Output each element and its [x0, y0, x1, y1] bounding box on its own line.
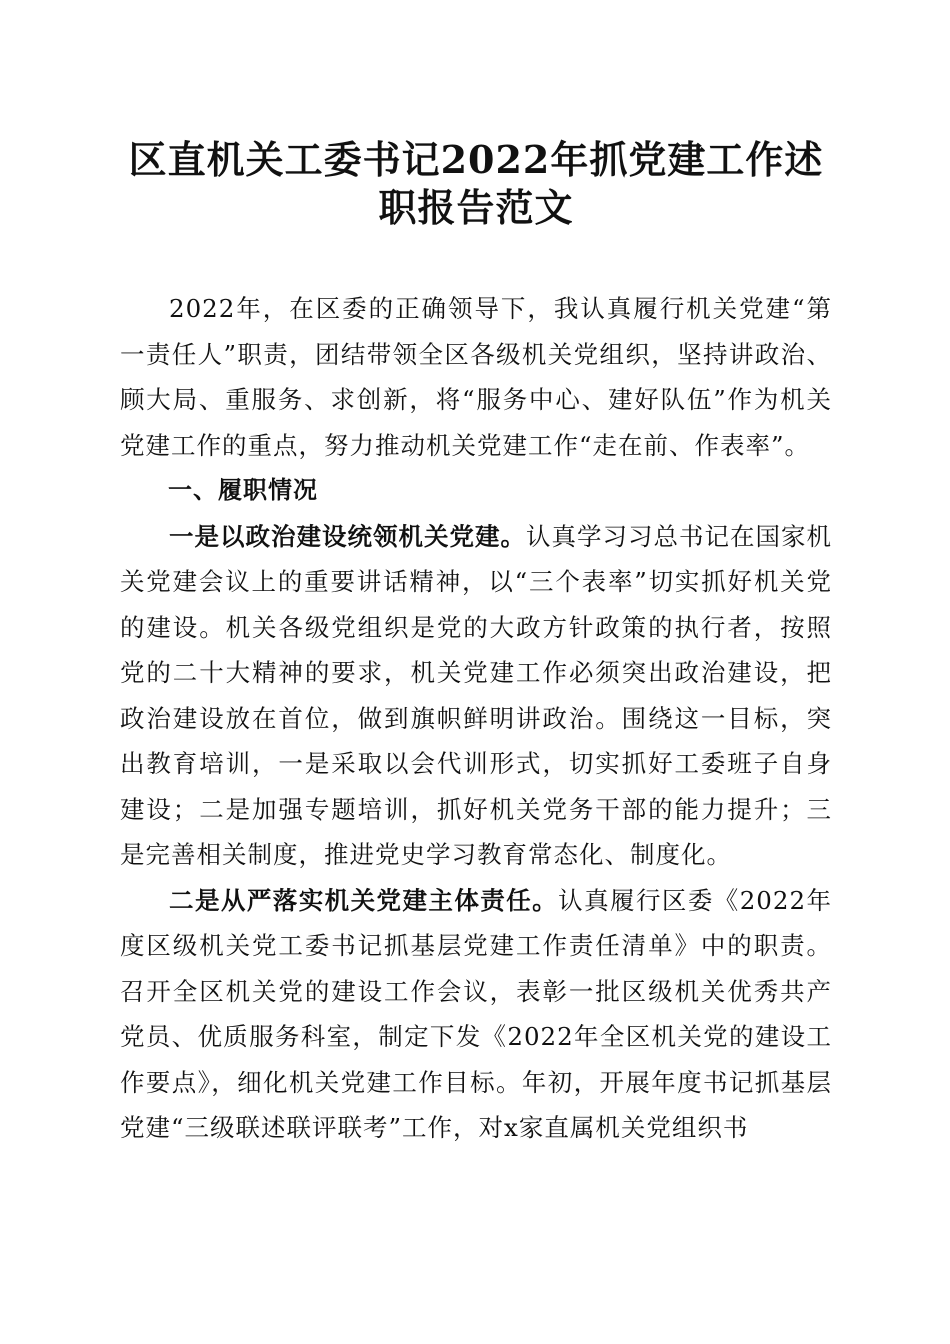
document-title: 区直机关工委书记2022年抓党建工作述职报告范文 [128, 137, 824, 230]
item-2-lead: 二是从严落实机关党建主体责任。 [169, 885, 559, 915]
item-2-paragraph [120, 878, 832, 1151]
section-heading: 一、履职情况 [168, 476, 318, 504]
item-1-paragraph [120, 514, 832, 878]
item-1-lead: 一是以政治建设统领机关党建。 [169, 521, 526, 551]
item-1-body: 认真学习习总书记在国家机关党建会议上的重要讲话精神，以“三个表率”切实抓好机关党的建设。机关各级党组织是党的大政方针政策的执行者，按照党的二十大精神的要求，机关党建工作必须突出政治建设，把政治建设放在首位，做到旗帜鲜明讲政治。围绕这一目标，突出教育培训，一是采取以会代训形式，切实抓好工委班子自身建设；二是加强专题培训，抓好机关党务干部的能力提升；三是完善相关制度，推进党史学习教育常态化、制度化。 [120, 521, 832, 869]
item-2-body: 认真履行区委《2022年度区级机关党工委书记抓基层党建工作责任清单》中的职责。召开全区机关党的建设工作会议，表彰一批区级机关优秀共产党员、优质服务科室，制定下发《2022年全区机关党的建设工作要点》，细化机关党建工作目标。年初，开展年度书记抓基层党建“三级联述联评联考”工作，对x家直属机关党组织书 [120, 885, 833, 1142]
document-body [120, 286, 832, 1151]
intro-paragraph: 2022年，在区委的正确领导下，我认真履行机关党建“第一责任人”职责，团结带领全区各级机关党组织，坚持讲政治、顾大局、重服务、求创新，将“服务中心、建好队伍”作为机关党建工作的重点，努力推动机关党建工作“走在前、作表率”。 [120, 294, 832, 460]
document-page [120, 0, 832, 1151]
